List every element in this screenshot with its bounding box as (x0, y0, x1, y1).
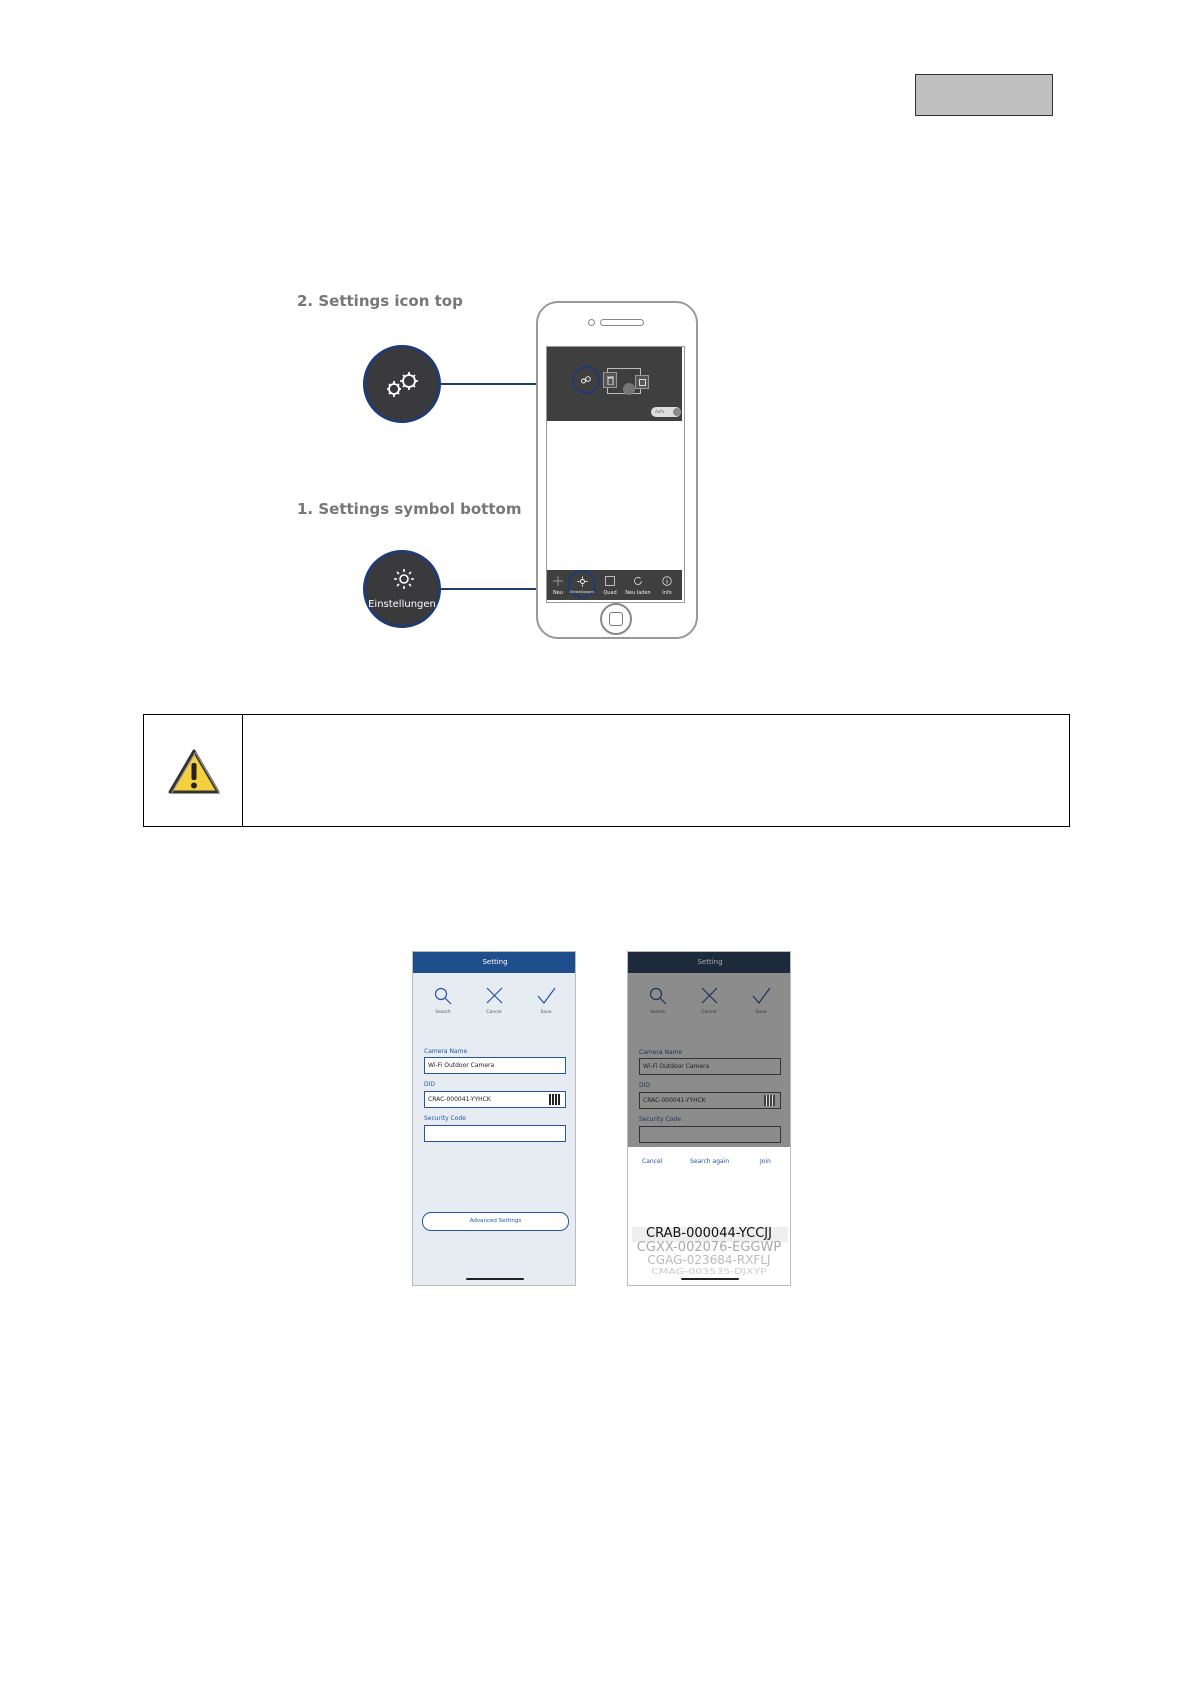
bubble-einstellungen-label: Einstellungen (368, 599, 436, 610)
checkmark-icon (752, 987, 771, 1004)
left-action-cancel-label: Cancel (486, 1010, 502, 1015)
picker-item[interactable]: CMAG-003535-DJXYP (651, 1266, 767, 1277)
qr-code-icon[interactable] (549, 1094, 560, 1105)
record-icon[interactable] (623, 383, 635, 395)
close-icon[interactable] (486, 987, 503, 1004)
left-title: Setting (482, 958, 508, 966)
phone-home-square (609, 612, 623, 626)
left-action-save-label: Save (540, 1010, 552, 1015)
tab-label-info: Info (662, 590, 672, 596)
right-title-bar (628, 952, 791, 973)
gear-icon (577, 576, 588, 587)
right-title: Setting (697, 958, 723, 966)
search-icon (649, 987, 667, 1005)
right-security-code-field (639, 1126, 781, 1143)
right-did-field: CRAC-000041-YYHCK (639, 1092, 781, 1109)
phone-camera-dot (588, 319, 595, 326)
right-security-code-label: Security Code (639, 1116, 681, 1123)
left-camera-name-field[interactable]: Wi-Fi Outdoor Camera (424, 1057, 566, 1074)
left-home-indicator (466, 1278, 524, 1280)
quad-icon[interactable] (605, 576, 615, 586)
picker-cancel-button[interactable]: Cancel (642, 1158, 663, 1165)
warning-box (143, 714, 1070, 827)
close-icon (701, 987, 718, 1004)
info-icon[interactable] (662, 576, 672, 586)
checkmark-icon[interactable] (537, 987, 556, 1004)
left-action-search-label: Search (435, 1010, 451, 1015)
left-security-code-label: Security Code (424, 1115, 466, 1122)
aufnahme-pill[interactable]: Aufn. (651, 407, 681, 417)
picker-join-button[interactable]: Join (760, 1158, 771, 1165)
picker-item-selected[interactable]: CRAB-000044-YCCJJ (646, 1226, 772, 1241)
right-camera-name-label: Camera Name (639, 1049, 683, 1056)
right-camera-name-field: Wi-Fi Outdoor Camera (639, 1058, 781, 1075)
left-camera-name-label: Camera Name (424, 1048, 468, 1055)
picker-item[interactable]: CGXX-002076-EGGWP (636, 1240, 782, 1255)
tab-label-quad: Quad (603, 590, 617, 596)
advanced-settings-button[interactable]: Advanced Settings (422, 1212, 569, 1231)
reload-icon[interactable] (633, 576, 643, 586)
phone-top-bar (547, 347, 682, 421)
setting-screen-right (627, 951, 791, 1286)
plus-icon[interactable] (553, 576, 563, 586)
settings-gears-icon (384, 370, 422, 400)
warning-divider (242, 714, 243, 827)
left-did-label: DID (424, 1081, 436, 1088)
right-action-cancel-label: Cancel (701, 1010, 717, 1015)
snapshot-icon[interactable] (635, 375, 649, 389)
picker-search-again-button[interactable]: Search again (690, 1158, 730, 1165)
qr-code-icon (764, 1095, 775, 1106)
left-title-bar (413, 952, 576, 973)
search-icon[interactable] (434, 987, 452, 1005)
lock-icon (673, 408, 681, 416)
right-did-label: DID (639, 1082, 651, 1089)
phone-speaker (600, 319, 644, 326)
label-settings-icon-top: 2. Settings icon top (297, 292, 463, 310)
right-action-search-label: Search (650, 1010, 666, 1015)
label-settings-symbol-bottom: 1. Settings symbol bottom (297, 500, 522, 518)
bubble-settings-bottom (363, 550, 441, 628)
right-home-indicator (681, 1278, 739, 1280)
left-did-field[interactable]: CRAC-000041-YYHCK (424, 1091, 566, 1108)
settings-icon-top-highlight[interactable] (572, 366, 600, 394)
picker-item[interactable]: CGAG-023684-RXFLJ (647, 1253, 771, 1267)
trash-icon[interactable] (603, 372, 617, 388)
bubble-settings-top (363, 345, 441, 423)
left-security-code-field[interactable] (424, 1125, 566, 1142)
right-action-save-label: Save (755, 1010, 767, 1015)
header-tab-box (915, 74, 1053, 116)
gears-small-icon (580, 375, 592, 385)
tab-label-neu: Neu (553, 590, 563, 596)
phone-bottom-tabbar (547, 570, 682, 600)
gear-icon (392, 567, 416, 591)
tab-label-einstellungen: Einstellungen (570, 590, 594, 594)
setting-screen-left (412, 951, 576, 1286)
tab-label-neu-laden: Neu laden (625, 590, 651, 596)
warning-triangle-icon (167, 748, 221, 796)
